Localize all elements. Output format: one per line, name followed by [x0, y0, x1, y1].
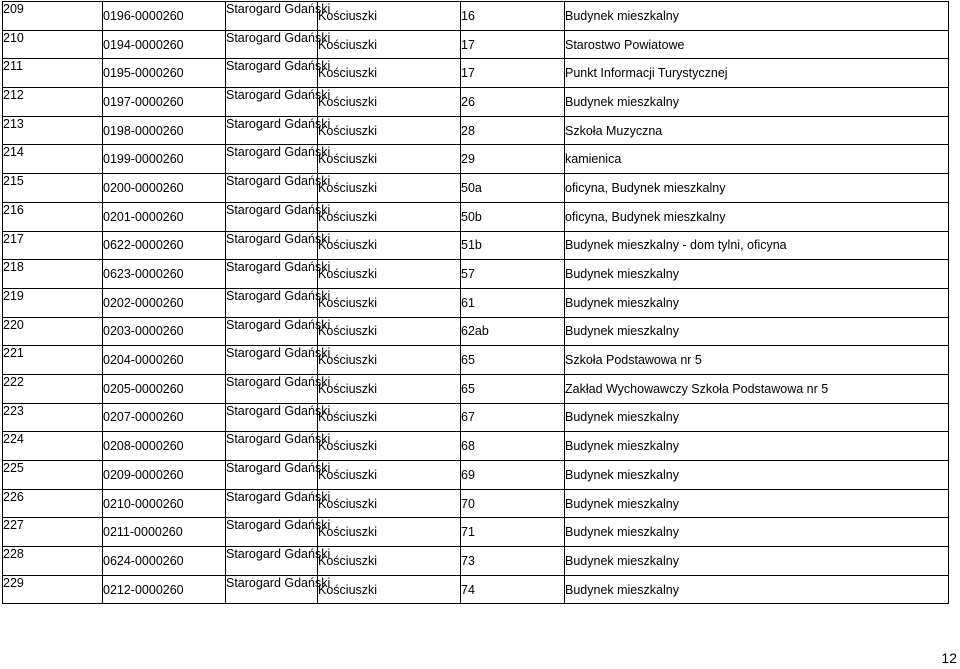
- register-id: 0204-0000260: [103, 346, 226, 375]
- house-number: 50a: [461, 174, 565, 203]
- register-id: 0210-0000260: [103, 489, 226, 518]
- house-number: 74: [461, 575, 565, 604]
- building-description: Szkoła Muzyczna: [565, 116, 949, 145]
- table-row: [3, 403, 949, 432]
- register-id: 0199-0000260: [103, 145, 226, 174]
- table-row: [3, 288, 949, 317]
- register-id: 0196-0000260: [103, 2, 226, 31]
- monument-register-table: [2, 1, 949, 604]
- city: Starogard Gdański: [226, 231, 318, 260]
- register-id: 0212-0000260: [103, 575, 226, 604]
- table-row: [3, 88, 949, 117]
- city: Starogard Gdański: [226, 30, 318, 59]
- street: Kościuszki: [318, 346, 461, 375]
- table-row: [3, 518, 949, 547]
- table-row: [3, 346, 949, 375]
- row-number: 211: [3, 59, 103, 88]
- city: Starogard Gdański: [226, 59, 318, 88]
- table-row: [3, 260, 949, 289]
- table-row: [3, 145, 949, 174]
- register-id: 0622-0000260: [103, 231, 226, 260]
- row-number: 215: [3, 174, 103, 203]
- row-number: 216: [3, 202, 103, 231]
- city: Starogard Gdański: [226, 346, 318, 375]
- house-number: 16: [461, 2, 565, 31]
- street: Kościuszki: [318, 547, 461, 576]
- register-id: 0209-0000260: [103, 461, 226, 490]
- house-number: 69: [461, 461, 565, 490]
- table-row: [3, 231, 949, 260]
- city: Starogard Gdański: [226, 489, 318, 518]
- building-description: oficyna, Budynek mieszkalny: [565, 202, 949, 231]
- row-number: 210: [3, 30, 103, 59]
- table-row: [3, 575, 949, 604]
- street: Kościuszki: [318, 288, 461, 317]
- city: Starogard Gdański: [226, 432, 318, 461]
- row-number: 213: [3, 116, 103, 145]
- building-description: Budynek mieszkalny: [565, 88, 949, 117]
- table-row: [3, 202, 949, 231]
- table-row: [3, 2, 949, 31]
- table-row: [3, 317, 949, 346]
- house-number: 51b: [461, 231, 565, 260]
- register-id: 0207-0000260: [103, 403, 226, 432]
- street: Kościuszki: [318, 260, 461, 289]
- city: Starogard Gdański: [226, 288, 318, 317]
- city: Starogard Gdański: [226, 174, 318, 203]
- street: Kościuszki: [318, 518, 461, 547]
- table-row: [3, 59, 949, 88]
- register-id: 0623-0000260: [103, 260, 226, 289]
- row-number: 227: [3, 518, 103, 547]
- house-number: 57: [461, 260, 565, 289]
- building-description: Budynek mieszkalny: [565, 2, 949, 31]
- street: Kościuszki: [318, 231, 461, 260]
- street: Kościuszki: [318, 174, 461, 203]
- city: Starogard Gdański: [226, 2, 318, 31]
- row-number: 209: [3, 2, 103, 31]
- street: Kościuszki: [318, 202, 461, 231]
- city: Starogard Gdański: [226, 317, 318, 346]
- street: Kościuszki: [318, 489, 461, 518]
- city: Starogard Gdański: [226, 88, 318, 117]
- building-description: Szkoła Podstawowa nr 5: [565, 346, 949, 375]
- city: Starogard Gdański: [226, 575, 318, 604]
- city: Starogard Gdański: [226, 547, 318, 576]
- row-number: 223: [3, 403, 103, 432]
- register-id: 0211-0000260: [103, 518, 226, 547]
- building-description: Budynek mieszkalny: [565, 260, 949, 289]
- building-description: Punkt Informacji Turystycznej: [565, 59, 949, 88]
- building-description: Zakład Wychowawczy Szkoła Podstawowa nr 5: [565, 374, 949, 403]
- city: Starogard Gdański: [226, 403, 318, 432]
- table-body: [3, 2, 949, 604]
- house-number: 65: [461, 374, 565, 403]
- building-description: Budynek mieszkalny: [565, 461, 949, 490]
- register-id: 0197-0000260: [103, 88, 226, 117]
- house-number: 28: [461, 116, 565, 145]
- house-number: 68: [461, 432, 565, 461]
- table-row: [3, 30, 949, 59]
- register-id: 0194-0000260: [103, 30, 226, 59]
- house-number: 62ab: [461, 317, 565, 346]
- house-number: 67: [461, 403, 565, 432]
- house-number: 26: [461, 88, 565, 117]
- street: Kościuszki: [318, 461, 461, 490]
- street: Kościuszki: [318, 88, 461, 117]
- row-number: 219: [3, 288, 103, 317]
- street: Kościuszki: [318, 116, 461, 145]
- register-id: 0201-0000260: [103, 202, 226, 231]
- house-number: 50b: [461, 202, 565, 231]
- building-description: Budynek mieszkalny: [565, 432, 949, 461]
- row-number: 220: [3, 317, 103, 346]
- house-number: 61: [461, 288, 565, 317]
- street: Kościuszki: [318, 432, 461, 461]
- building-description: oficyna, Budynek mieszkalny: [565, 174, 949, 203]
- street: Kościuszki: [318, 403, 461, 432]
- building-description: Budynek mieszkalny: [565, 288, 949, 317]
- row-number: 217: [3, 231, 103, 260]
- register-id: 0203-0000260: [103, 317, 226, 346]
- row-number: 228: [3, 547, 103, 576]
- building-description: Budynek mieszkalny: [565, 403, 949, 432]
- table-row: [3, 374, 949, 403]
- street: Kościuszki: [318, 317, 461, 346]
- register-id: 0624-0000260: [103, 547, 226, 576]
- street: Kościuszki: [318, 2, 461, 31]
- row-number: 222: [3, 374, 103, 403]
- page-number: 12: [941, 650, 957, 666]
- row-number: 225: [3, 461, 103, 490]
- building-description: Budynek mieszkalny: [565, 489, 949, 518]
- row-number: 224: [3, 432, 103, 461]
- row-number: 221: [3, 346, 103, 375]
- city: Starogard Gdański: [226, 202, 318, 231]
- building-description: Budynek mieszkalny: [565, 317, 949, 346]
- register-id: 0198-0000260: [103, 116, 226, 145]
- table-row: [3, 432, 949, 461]
- house-number: 65: [461, 346, 565, 375]
- row-number: 214: [3, 145, 103, 174]
- row-number: 212: [3, 88, 103, 117]
- city: Starogard Gdański: [226, 374, 318, 403]
- street: Kościuszki: [318, 575, 461, 604]
- city: Starogard Gdański: [226, 260, 318, 289]
- house-number: 17: [461, 30, 565, 59]
- city: Starogard Gdański: [226, 461, 318, 490]
- table-row: [3, 489, 949, 518]
- building-description: Budynek mieszkalny: [565, 547, 949, 576]
- register-id: 0208-0000260: [103, 432, 226, 461]
- table-row: [3, 174, 949, 203]
- house-number: 17: [461, 59, 565, 88]
- building-description: Starostwo Powiatowe: [565, 30, 949, 59]
- table-row: [3, 116, 949, 145]
- city: Starogard Gdański: [226, 518, 318, 547]
- row-number: 229: [3, 575, 103, 604]
- street: Kościuszki: [318, 59, 461, 88]
- register-id: 0205-0000260: [103, 374, 226, 403]
- house-number: 29: [461, 145, 565, 174]
- building-description: Budynek mieszkalny: [565, 575, 949, 604]
- table-row: [3, 547, 949, 576]
- row-number: 218: [3, 260, 103, 289]
- house-number: 71: [461, 518, 565, 547]
- register-id: 0195-0000260: [103, 59, 226, 88]
- table-row: [3, 461, 949, 490]
- street: Kościuszki: [318, 30, 461, 59]
- city: Starogard Gdański: [226, 145, 318, 174]
- row-number: 226: [3, 489, 103, 518]
- register-id: 0202-0000260: [103, 288, 226, 317]
- building-description: kamienica: [565, 145, 949, 174]
- street: Kościuszki: [318, 145, 461, 174]
- house-number: 70: [461, 489, 565, 518]
- street: Kościuszki: [318, 374, 461, 403]
- building-description: Budynek mieszkalny - dom tylni, oficyna: [565, 231, 949, 260]
- register-id: 0200-0000260: [103, 174, 226, 203]
- house-number: 73: [461, 547, 565, 576]
- city: Starogard Gdański: [226, 116, 318, 145]
- building-description: Budynek mieszkalny: [565, 518, 949, 547]
